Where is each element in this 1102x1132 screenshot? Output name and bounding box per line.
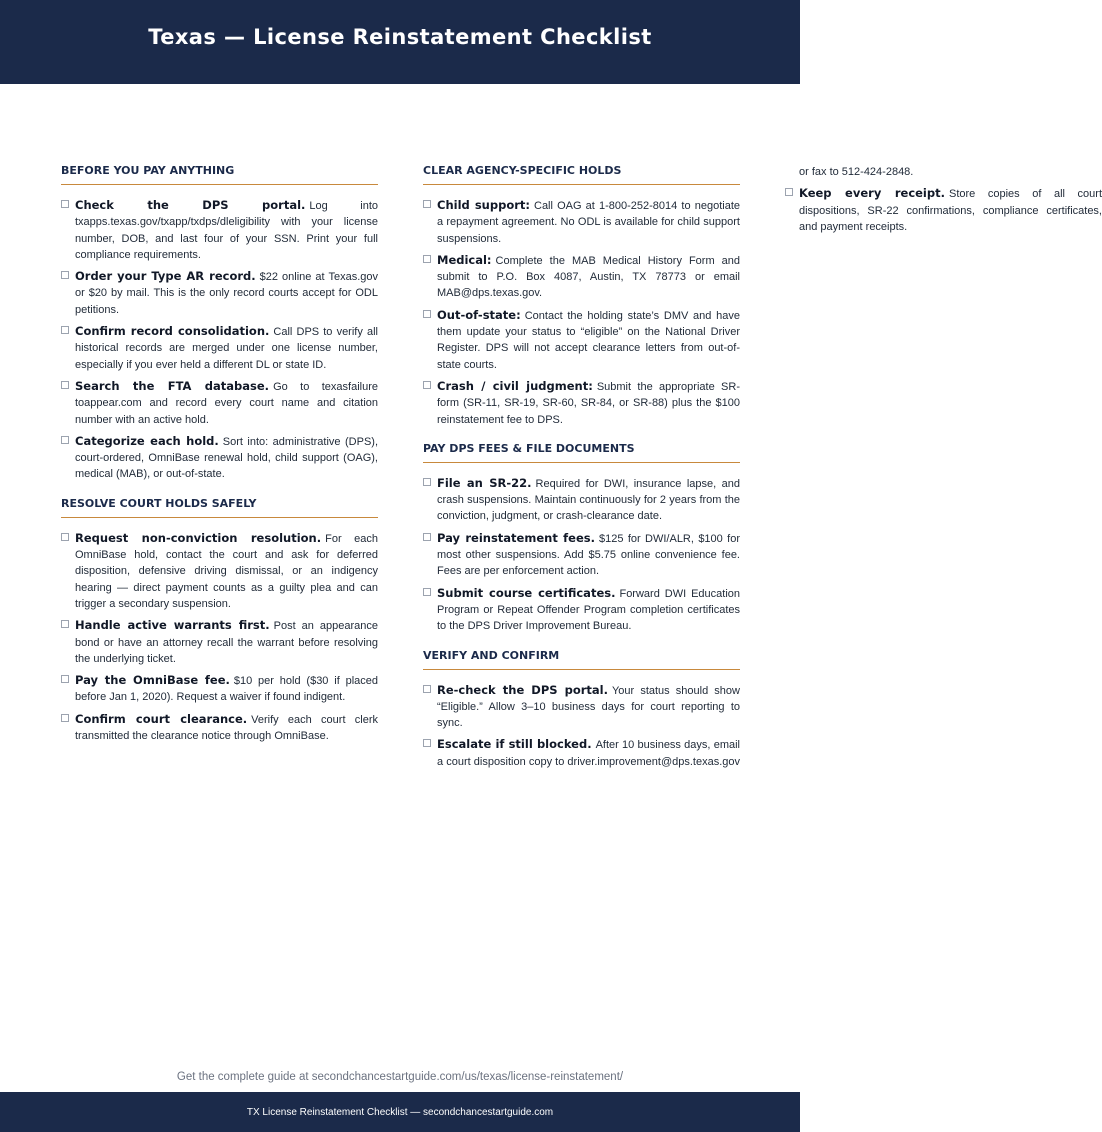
footer-bar [0,1092,800,1132]
item-title: Re-check the DPS portal. [437,682,608,697]
item-title: Crash / civil judgment: [437,378,593,393]
item-text: Sort into: administrative (DPS), court-ordered, OmniBase renewal hold, child support (OAG), medical (MAB), or out-of-state. [75,435,378,481]
item-text: After 10 business days, email a court disposition copy to driver.improvement@dps.texas.gov or fax to 512-424-2848. [437,166,914,768]
item-text: For each OmniBase hold, contact the court and ask for deferred disposition, defensive driving dismissal, or an indigency hearing — direct payment counts as a guilty plea and can trigger a secondary suspension. [75,532,378,610]
item-title: Categorize each hold. [75,433,219,448]
item-text: Call OAG at 1-800-252-8014 to negotiate a repayment agreement. No ODL is available for child support suspensions. [437,200,740,245]
checklist-item [61,378,378,428]
checkbox[interactable] [423,533,431,541]
checkbox[interactable] [61,200,69,208]
checkbox[interactable] [61,271,69,279]
checkbox[interactable] [61,620,69,628]
checklist-item [61,433,378,483]
checklist-item [61,323,378,373]
page-title: Texas — License Reinstatement Checklist [148,25,652,49]
checkbox[interactable] [61,326,69,334]
checkbox[interactable] [423,200,431,208]
checkbox[interactable] [61,436,69,444]
checklist [423,475,740,635]
checklist-section [61,164,378,483]
checklist-item [61,617,378,667]
item-text: Go to texasfailure toappear.com and record every court name and citation number with an active hold. [75,380,378,426]
item-title: Request non-conviction resolution. [75,530,322,545]
checklist-item [423,197,740,247]
item-text: Post an appearance bond or have an attorney recall the warrant before resolving the underlying ticket. [75,620,378,665]
item-text: Verify each court clerk transmitted the clearance notice through OmniBase. [75,713,378,743]
checkbox[interactable] [423,381,431,389]
item-title: Pay reinstatement fees. [437,530,595,545]
item-text: Required for DWI, insurance lapse, and crash suspensions. Maintain continuously for 2 years from the conviction, judgment, or crash-clearance date. [437,477,740,523]
checklist-columns [61,164,1102,784]
checklist-section [61,497,378,745]
item-title: Out-of-state: [437,307,521,322]
checklist-item [423,378,740,428]
item-title: Pay the OmniBase fee. [75,673,230,688]
footer-bar-text: TX License Reinstatement Checklist — secondchancestartguide.com [246,1106,554,1118]
checklist [61,530,378,745]
checkbox[interactable] [423,739,431,747]
checklist-item [423,530,740,580]
checkbox[interactable] [423,685,431,693]
item-text: Complete the MAB Medical History Form and submit to P.O. Box 4087, Austin, TX 78773 or email MAB@dps.texas.gov. [437,254,740,300]
checklist-section [423,164,740,428]
item-text: $125 for DWI/ALR, $100 for most other suspensions. Add $5.75 online convenience fee. Fees are per enforcement action. [437,532,741,578]
checkbox[interactable] [61,533,69,541]
checklist-item [423,252,740,302]
item-title: Search the FTA database. [75,378,270,393]
checklist [423,197,740,428]
section-title: BEFORE YOU PAY ANYTHING [61,164,378,185]
checkbox[interactable] [61,714,69,722]
checkbox[interactable] [423,255,431,263]
checklist-item [61,711,378,745]
item-text: Store copies of all court dispositions, SR-22 confirmations, compliance certificates, and payment receipts. [799,188,1102,233]
item-title: Order your Type AR record. [75,269,256,284]
item-title: Check the DPS portal. [75,198,306,212]
item-text: Forward DWI Education Program or Repeat Offender Program completion certificates to the DPS Driver Improvement Bureau. [437,587,740,633]
checkbox[interactable] [61,381,69,389]
item-title: Escalate if still blocked. [437,737,592,752]
section-title: VERIFY AND CONFIRM [423,649,740,670]
checklist-item [785,185,1102,235]
item-text: $22 online at Texas.gov or $20 by mail. This is the only record courts accept for ODL petitions. [75,271,378,316]
item-title: Confirm court clearance. [75,711,248,726]
section-title: PAY DPS FEES & FILE DOCUMENTS [423,442,740,463]
section-title: RESOLVE COURT HOLDS SAFELY [61,497,378,518]
checklist-item [61,268,378,318]
item-text: Your status should show “Eligible.” Allow 3–10 business days for court reporting to sync. [437,684,740,730]
checklist-item [423,682,740,732]
checkbox[interactable] [423,310,431,318]
item-title: Handle active warrants first. [75,618,270,633]
item-title: File an SR-22. [437,475,532,490]
checkbox[interactable] [785,188,793,196]
checkbox[interactable] [423,588,431,596]
item-title: Submit course certificates. [437,585,616,600]
item-text: Contact the holding state’s DMV and have them update your status to “eligible” on the National Driver Register. DPS will not accept clearance letters from out-of-state courts. [437,309,740,371]
section-title: CLEAR AGENCY-SPECIFIC HOLDS [423,164,740,185]
checklist-section [423,442,740,635]
checklist-item [423,585,740,635]
item-title: Confirm record consolidation. [75,324,270,339]
item-text: Submit the appropriate SR-form (SR-11, SR-19, SR-60, SR-84, or SR-88) plus the $100 reinstatement fee to DPS. [437,380,740,426]
item-text: Call DPS to verify all historical records are merged under one license number, especially if you ever held a different DL or state ID. [75,326,378,371]
item-text: Log into txapps.texas.gov/txapp/txdps/dleligibility with your license number, DOB, and last four of your SSN. Print your full compliance requirements. [75,200,378,261]
checklist-item [61,197,378,263]
checklist-item [423,475,740,525]
item-title: Child support: [437,198,530,212]
checklist-item [423,307,740,373]
checkbox[interactable] [423,478,431,486]
item-title: Medical: [437,252,492,267]
item-text: $10 per hold ($30 if placed before Jan 1, 2020). Request a waiver if found indigent. [75,675,379,704]
checkbox[interactable] [61,675,69,683]
checklist-item [61,530,378,612]
page-header [0,0,800,84]
footer-guide-link[interactable]: Get the complete guide at secondchancestartguide.com/us/texas/license-reinstatement/ [176,1071,624,1083]
checklist-item [61,672,378,706]
item-title: Keep every receipt. [799,186,945,201]
checklist [61,197,378,483]
